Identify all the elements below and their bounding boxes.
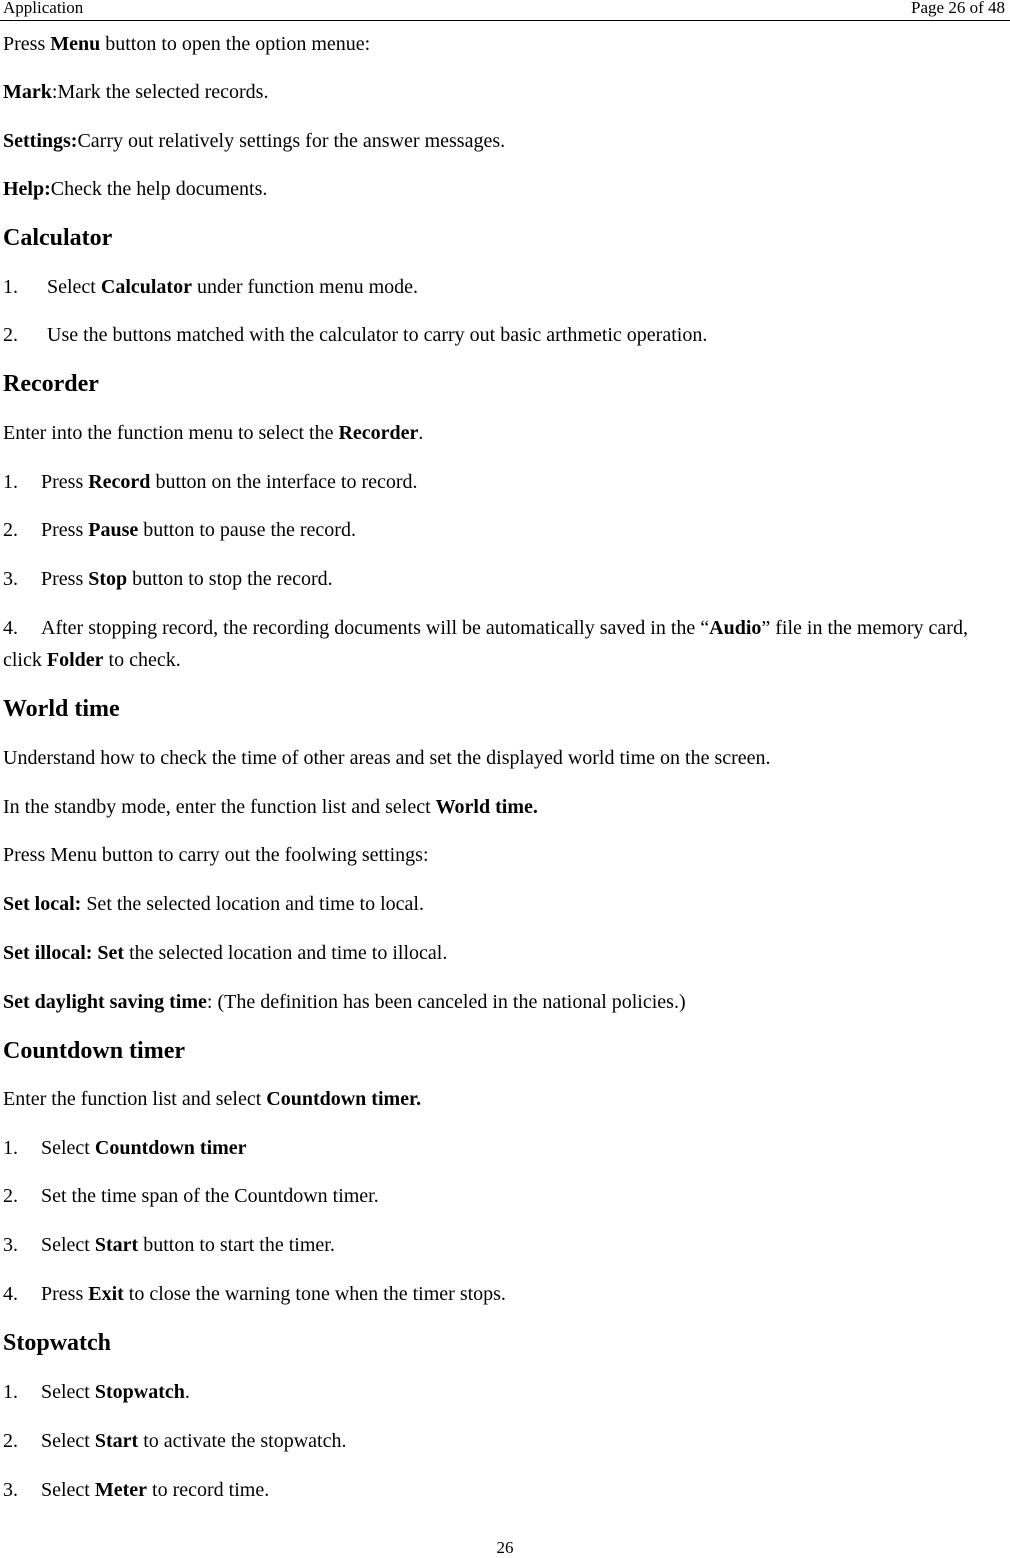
help-item: Help:Check the help documents. xyxy=(3,178,268,200)
countdown-step-1: 1. Select Countdown timer xyxy=(3,1137,247,1159)
page-header xyxy=(0,0,1010,21)
countdown-step-4: 4. Press Exit to close the warning tone when the timer stops. xyxy=(3,1283,506,1305)
calculator-heading: Calculator xyxy=(3,225,113,251)
world-time-select: In the standby mode, enter the function list and select World time. xyxy=(3,796,538,818)
set-local-item: Set local: Set the selected location and time to local. xyxy=(3,893,424,915)
world-time-description: Understand how to check the time of other areas and set the displayed world time on the screen. xyxy=(3,747,771,769)
stopwatch-step-2: 2. Select Start to activate the stopwatch. xyxy=(3,1430,347,1452)
header-page-count: Page 26 of 48 xyxy=(911,0,1005,17)
world-time-heading: World time xyxy=(3,696,120,722)
stopwatch-step-3: 3. Select Meter to record time. xyxy=(3,1479,270,1501)
settings-item: Settings:Carry out relatively settings for the answer messages. xyxy=(3,130,506,152)
daylight-saving-item: Set daylight saving time: (The definition has been canceled in the national policies.) xyxy=(3,991,686,1013)
countdown-step-2: 2. Set the time span of the Countdown timer. xyxy=(3,1185,379,1207)
recorder-intro: Enter into the function menu to select the Recorder. xyxy=(3,422,424,444)
countdown-step-3: 3. Select Start button to start the timer. xyxy=(3,1234,335,1256)
recorder-step-2: 2. Press Pause button to pause the record. xyxy=(3,519,356,541)
calculator-step-2: 2. Use the buttons matched with the calculator to carry out basic arthmetic operation. xyxy=(3,324,708,346)
stopwatch-step-1: 1. Select Stopwatch. xyxy=(3,1381,190,1403)
page-number: 26 xyxy=(496,1538,514,1557)
recorder-heading: Recorder xyxy=(3,371,99,397)
countdown-intro: Enter the function list and select Countdown timer. xyxy=(3,1088,422,1110)
recorder-step-4: 4. After stopping record, the recording documents will be automatically saved in the “Audio” file in the memory card, click Folder to check. xyxy=(3,617,968,671)
recorder-step-3: 3. Press Stop button to stop the record. xyxy=(3,568,333,590)
set-illocal-item: Set illocal: Set the selected location and time to illocal. xyxy=(3,942,448,964)
world-time-menu: Press Menu button to carry out the foolwing settings: xyxy=(3,844,429,866)
stopwatch-heading: Stopwatch xyxy=(3,1330,112,1356)
recorder-step-1: 1. Press Record button on the interface to record. xyxy=(3,471,418,493)
header-title: Application xyxy=(3,0,84,17)
menu-intro: Press Menu button to open the option menue: xyxy=(3,33,371,55)
countdown-heading: Countdown timer xyxy=(3,1038,186,1064)
calculator-step-1: 1. Select Calculator under function menu mode. xyxy=(3,276,419,298)
mark-item: Mark:Mark the selected records. xyxy=(3,81,269,103)
